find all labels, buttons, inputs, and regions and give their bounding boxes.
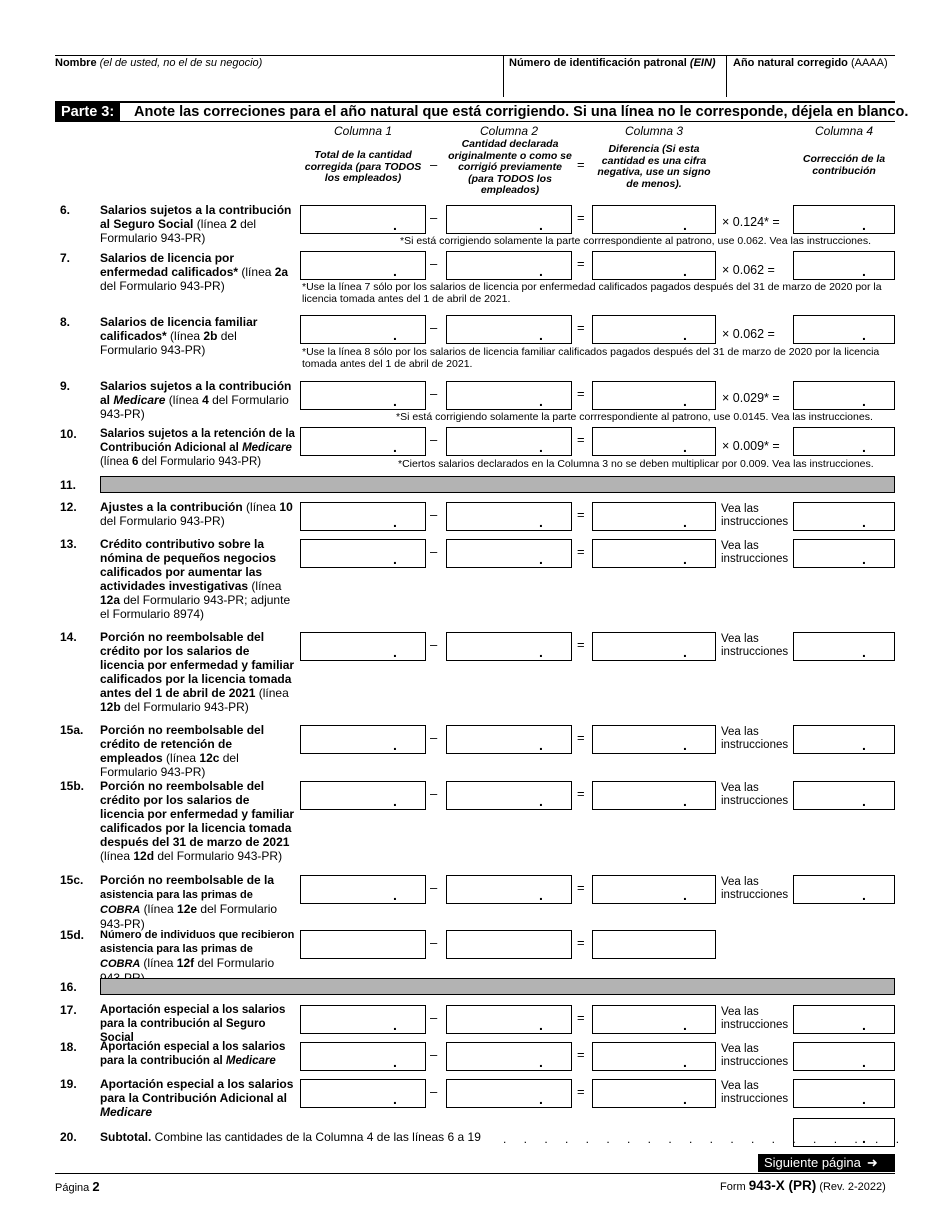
line-9-note: *Si está corrigiendo solamente la parte corrrespondiente al patrono, use 0.0145. Vea las instrucciones.: [396, 411, 873, 423]
line-9-col4-input[interactable]: [793, 381, 895, 410]
line-18-col1-input[interactable]: [300, 1042, 426, 1071]
line-15a-label: Porción no reembolsable del crédito de retención de empleados (línea 12c del Formulario 943-PR): [100, 723, 265, 779]
line-8-minus: –: [430, 320, 438, 335]
line-10-col1-input[interactable]: [300, 427, 426, 456]
line-12-minus: –: [430, 507, 438, 522]
line-7-number: 7.: [60, 251, 71, 265]
line-8-col3-input[interactable]: [592, 315, 716, 344]
line-11-shaded-bar: [100, 476, 895, 493]
line-20-col4-input[interactable]: [793, 1118, 895, 1147]
line-10-multiplier: × 0.009* =: [722, 439, 780, 453]
line-12-label: Ajustes a la contribución (línea 10 del Formulario 943-PR): [100, 500, 293, 528]
line-13-number: 13.: [60, 537, 77, 551]
line-15b-equals: =: [577, 786, 585, 801]
line-19-vea-instrucciones: Vea las instrucciones: [721, 1080, 789, 1105]
line-19-col1-input[interactable]: [300, 1079, 426, 1108]
line-6-minus: –: [430, 210, 438, 225]
line-14-equals: =: [577, 637, 585, 652]
line-12-number: 12.: [60, 500, 77, 514]
header-equals-sign: =: [577, 157, 585, 172]
form-identifier: Form 943-X (PR) (Rev. 2-2022): [720, 1178, 886, 1193]
line-19-col2-input[interactable]: [446, 1079, 572, 1108]
ein-input[interactable]: [505, 72, 725, 96]
line-6-number: 6.: [60, 203, 71, 217]
column-1-title: Columna 1: [333, 124, 393, 138]
line-13-col4-input[interactable]: [793, 539, 895, 568]
line-7-col2-input[interactable]: [446, 251, 572, 280]
line-15d-label: Número de individuos que recibieron asistencia para las primas de COBRA (línea 12f del Formulario: [100, 929, 295, 970]
line-10-equals: =: [577, 432, 585, 447]
header-minus-sign: –: [430, 157, 438, 172]
line-12-col1-input[interactable]: [300, 502, 426, 531]
column-4-title: Columna 4: [814, 124, 874, 138]
column-3-subtitle: Diferencia (Si esta cantidad es una cifra negativa, use un signo de menos).: [597, 143, 711, 190]
line-15a-col1-input[interactable]: [300, 725, 426, 754]
line-10-label: Salarios sujetos a la retención de la Contribución Adicional al Medicare (línea 6 del Formulario 943-PR): [100, 428, 295, 468]
line-15c-minus: –: [430, 880, 438, 895]
column-2-subtitle: Cantidad declarada originalmente o como se corrigió previamente (para TODOS los empleados): [448, 138, 572, 196]
line-15c-col2-input[interactable]: [446, 875, 572, 904]
line-13-label: Crédito contributivo sobre la nómina de pequeños negocios calificados por aumentar las actividades investigativas (línea 12a del Formulario 943-PR; adjunte el Formulario 8974): [100, 537, 291, 621]
siguiente-pagina-banner: Siguiente página ➜: [758, 1154, 895, 1172]
line-15c-col4-input[interactable]: [793, 875, 895, 904]
line-17-minus: –: [430, 1010, 438, 1025]
line-9-label: Salarios sujetos a la contribución al Medicare (línea 4 del Formulario 943-PR): [100, 379, 292, 421]
line-6-col4-input[interactable]: [793, 205, 895, 234]
line-19-col4-input[interactable]: [793, 1079, 895, 1108]
line-19-number: 19.: [60, 1077, 77, 1091]
line-8-equals: =: [577, 320, 585, 335]
line-15a-equals: =: [577, 730, 585, 745]
line-20-leader-dots: . . . . . . . . . . . . . . . . . . . .: [503, 1132, 907, 1146]
line-13-vea-instrucciones: Vea las instrucciones: [721, 540, 789, 565]
line-15d-equals: =: [577, 935, 585, 950]
line-15b-col4-input[interactable]: [793, 781, 895, 810]
line-10-col3-input[interactable]: [592, 427, 716, 456]
line-14-col2-input[interactable]: [446, 632, 572, 661]
line-17-label: Aportación especial a los salarios para la contribución al Seguro Social: [100, 1004, 286, 1044]
line-17-vea-instrucciones: Vea las instrucciones: [721, 1006, 789, 1031]
line-15d-col2-input[interactable]: [446, 930, 572, 959]
ano-input[interactable]: [728, 72, 894, 96]
line-14-col4-input[interactable]: [793, 632, 895, 661]
arrow-right-icon: ➜: [866, 1155, 878, 1170]
line-19-label: Aportación especial a los salarios para la Contribución Adicional al Medicare: [100, 1077, 294, 1119]
parte-3-title: Anote las correciones para el año natural que está corrigiendo. Si una línea no le corresponde, déjela en blanco.: [134, 104, 909, 120]
line-13-col2-input[interactable]: [446, 539, 572, 568]
line-14-number: 14.: [60, 630, 77, 644]
line-15b-col2-input[interactable]: [446, 781, 572, 810]
line-15d-col3-input[interactable]: [592, 930, 716, 959]
line-7-note: *Use la línea 7 sólo por los salarios de licencia por enfermedad calificados pagados después del 31 de marzo de 2020 por la licencia tomada antes del 1 de abril de 2021.: [302, 281, 882, 305]
line-13-col3-input[interactable]: [592, 539, 716, 568]
line-14-minus: –: [430, 637, 438, 652]
line-12-col3-input[interactable]: [592, 502, 716, 531]
line-17-col3-input[interactable]: [592, 1005, 716, 1034]
line-9-equals: =: [577, 386, 585, 401]
line-7-col1-input[interactable]: [300, 251, 426, 280]
column-2-title: Columna 2: [479, 124, 539, 138]
line-9-col2-input[interactable]: [446, 381, 572, 410]
line-15c-equals: =: [577, 880, 585, 895]
line-10-col2-input[interactable]: [446, 427, 572, 456]
line-15c-vea-instrucciones: Vea las instrucciones: [721, 876, 789, 901]
line-8-label: Salarios de licencia familiar calificados* (línea 2b del Formulario 943-PR): [100, 315, 258, 357]
line-15b-minus: –: [430, 786, 438, 801]
line-17-col1-input[interactable]: [300, 1005, 426, 1034]
line-18-label: Aportación especial a los salarios para la contribución al Medicare: [100, 1041, 286, 1067]
line-15c-number: 15c.: [60, 873, 84, 887]
line-15b-col1-input[interactable]: [300, 781, 426, 810]
line-14-col3-input[interactable]: [592, 632, 716, 661]
line-6-equals: =: [577, 210, 585, 225]
line-17-col4-input[interactable]: [793, 1005, 895, 1034]
header-top-rule: [55, 55, 895, 56]
line-12-col2-input[interactable]: [446, 502, 572, 531]
line-15d-minus: –: [430, 935, 438, 950]
parte-3-tag: Parte 3:: [55, 103, 120, 121]
line-9-minus: –: [430, 386, 438, 401]
line-17-col2-input[interactable]: [446, 1005, 572, 1034]
line-15a-col3-input[interactable]: [592, 725, 716, 754]
line-15c-col3-input[interactable]: [592, 875, 716, 904]
line-15a-number: 15a.: [60, 723, 84, 737]
line-7-multiplier: × 0.062 =: [722, 263, 775, 277]
line-17-number: 17.: [60, 1003, 77, 1017]
line-7-col4-input[interactable]: [793, 251, 895, 280]
line-7-label: Salarios de licencia por enfermedad calificados* (línea 2a del Formulario 943-PR): [100, 251, 289, 293]
line-8-col4-input[interactable]: [793, 315, 895, 344]
line-11-number: 11.: [60, 478, 77, 492]
line-12-equals: =: [577, 507, 585, 522]
line-15d-number: 15d.: [60, 928, 85, 942]
line-15b-vea-instrucciones: Vea las instrucciones: [721, 782, 789, 807]
line-15a-minus: –: [430, 730, 438, 745]
line-18-number: 18.: [60, 1040, 77, 1054]
line-15a-col4-input[interactable]: [793, 725, 895, 754]
line-15a-col2-input[interactable]: [446, 725, 572, 754]
line-15b-number: 15b.: [60, 779, 85, 793]
line-17-equals: =: [577, 1010, 585, 1025]
header-divider-1: [503, 55, 504, 97]
nombre-input[interactable]: [56, 72, 502, 96]
line-14-label: Porción no reembolsable del crédito por los salarios de licencia por enfermedad y familiar calificados por la licencia tomada antes del 1 de abril de 2021 (línea 12b del Formulario 943-PR): [100, 630, 295, 714]
line-6-label: Salarios sujetos a la contribución al Seguro Social (línea 2 del Formulario 943-PR): [100, 203, 292, 245]
line-18-col4-input[interactable]: [793, 1042, 895, 1071]
line-15b-col3-input[interactable]: [592, 781, 716, 810]
line-19-col3-input[interactable]: [592, 1079, 716, 1108]
line-10-minus: –: [430, 432, 438, 447]
line-6-col3-input[interactable]: [592, 205, 716, 234]
page-number: Página 2: [55, 1179, 100, 1194]
header-divider-2: [726, 55, 727, 97]
line-20-label: Subtotal. Combine las cantidades de la Columna 4 de las líneas 6 a 19: [100, 1130, 481, 1144]
column-4-subtitle: Corrección de la contribución: [802, 153, 886, 177]
line-10-col4-input[interactable]: [793, 427, 895, 456]
line-7-col3-input[interactable]: [592, 251, 716, 280]
line-8-col1-input[interactable]: [300, 315, 426, 344]
line-7-minus: –: [430, 256, 438, 271]
parte-bottom-rule: [55, 121, 895, 122]
ein-field-label: Número de identificación patronal (EIN): [509, 57, 716, 69]
line-12-col4-input[interactable]: [793, 502, 895, 531]
line-19-minus: –: [430, 1084, 438, 1099]
line-18-vea-instrucciones: Vea las instrucciones: [721, 1043, 789, 1068]
line-8-number: 8.: [60, 315, 71, 329]
line-15c-label: Porción no reembolsable de la asistencia para las primas de COBRA (línea 12e del Formulario 943-PR): [100, 873, 278, 931]
line-18-minus: –: [430, 1047, 438, 1062]
line-9-col3-input[interactable]: [592, 381, 716, 410]
footer-rule: [55, 1173, 895, 1174]
line-14-vea-instrucciones: Vea las instrucciones: [721, 633, 789, 658]
line-6-col2-input[interactable]: [446, 205, 572, 234]
line-10-number: 10.: [60, 427, 77, 441]
ano-field-label: Año natural corregido (AAAA): [733, 57, 888, 69]
line-15a-vea-instrucciones: Vea las instrucciones: [721, 726, 789, 751]
line-9-col1-input[interactable]: [300, 381, 426, 410]
line-12-vea-instrucciones: Vea las instrucciones: [721, 503, 789, 528]
line-8-note: *Use la línea 8 sólo por los salarios de licencia familiar calificados pagados después del 31 de marzo de 2020 por la licencia tomada antes del 1 de abril de 2021.: [302, 346, 880, 370]
line-18-col2-input[interactable]: [446, 1042, 572, 1071]
column-1-subtitle: Total de la cantidad corregida (para TODOS los empleados): [304, 149, 422, 184]
nombre-field-label: Nombre (el de usted, no el de su negocio): [55, 57, 263, 69]
line-6-col1-input[interactable]: [300, 205, 426, 234]
line-10-note: *Ciertos salarios declarados en la Columna 3 no se deben multiplicar por 0.009. Vea las instrucciones.: [398, 458, 874, 470]
line-9-number: 9.: [60, 379, 71, 393]
line-18-col3-input[interactable]: [592, 1042, 716, 1071]
line-13-minus: –: [430, 544, 438, 559]
line-13-col1-input[interactable]: [300, 539, 426, 568]
line-14-col1-input[interactable]: [300, 632, 426, 661]
line-20-number: 20.: [60, 1130, 77, 1144]
line-7-equals: =: [577, 256, 585, 271]
line-13-equals: =: [577, 544, 585, 559]
line-16-shaded-bar: [100, 978, 895, 995]
line-6-multiplier: × 0.124* =: [722, 215, 780, 229]
line-16-number: 16.: [60, 980, 77, 994]
line-8-multiplier: × 0.062 =: [722, 327, 775, 341]
column-3-title: Columna 3: [624, 124, 684, 138]
line-18-equals: =: [577, 1047, 585, 1062]
line-9-multiplier: × 0.029* =: [722, 391, 780, 405]
line-15d-col1-input[interactable]: [300, 930, 426, 959]
line-15b-label: Porción no reembolsable del crédito por los salarios de licencia por enfermedad y familiar calificados por la licencia tomada después del 31 de marzo de 2021 (línea 12d del Formulario 943-PR): [100, 779, 295, 863]
line-6-note: *Si está corrigiendo solamente la parte corrrespondiente al patrono, use 0.062. Vea las instrucciones.: [400, 235, 872, 247]
line-8-col2-input[interactable]: [446, 315, 572, 344]
line-15c-col1-input[interactable]: [300, 875, 426, 904]
line-19-equals: =: [577, 1084, 585, 1099]
